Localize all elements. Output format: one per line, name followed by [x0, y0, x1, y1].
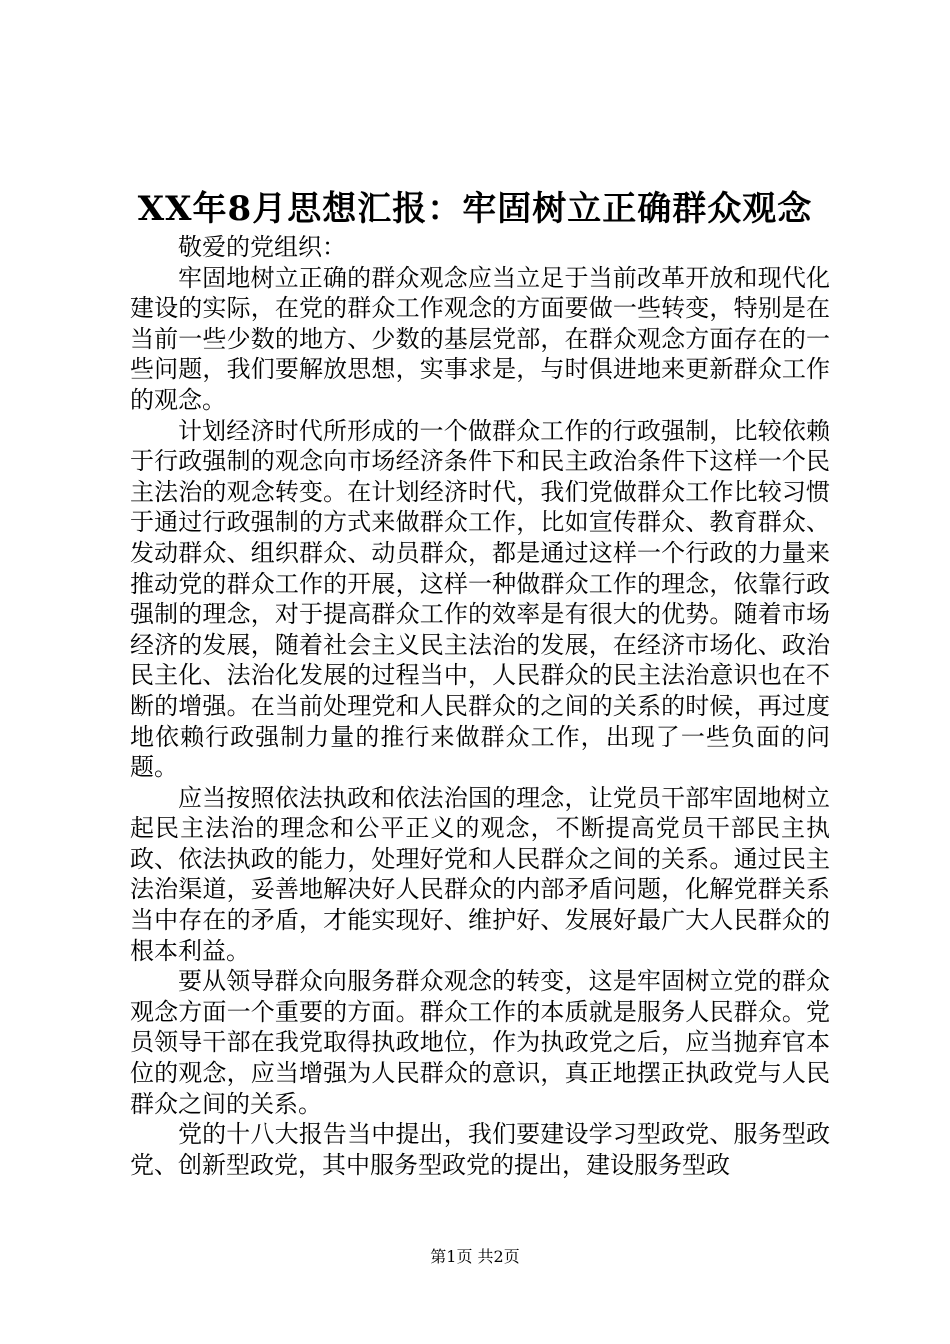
paragraph: 应当按照依法执政和依法治国的理念，让党员干部牢固地树立起民主法治的理念和公平正义的观念，不断提高党员干部民主执政、依法执政的能力，处理好党和人民群众之间的关系。通过民主法治渠道，妥善地解决好人民群众的内部矛盾问题，化解党群关系当中存在的矛盾，才能实现好、维护好、发展好最广大人民群众的根本利益。	[130, 783, 830, 965]
paragraph: 牢固地树立正确的群众观念应当立足于当前改革开放和现代化建设的实际，在党的群众工作观念的方面要做一些转变，特别是在当前一些少数的地方、少数的基层党部，在群众观念方面存在的一些问题，我们要解放思想，实事求是，与时俱进地来更新群众工作的观念。	[130, 263, 830, 414]
salutation: 敬爱的党组织：	[178, 233, 346, 261]
page-footer: 第1页 共2页	[430, 1247, 520, 1266]
document-title: XX年8月思想汇报：牢固树立正确群众观念	[137, 189, 813, 229]
paragraph: 计划经济时代所形成的一个做群众工作的行政强制，比较依赖于行政强制的观念向市场经济条件下和民主政治条件下这样一个民主法治的观念转变。在计划经济时代，我们党做群众工作比较习惯于通过行政强制的方式来做群众工作，比如宣传群众、教育群众、发动群众、组织群众、动员群众，都是通过这样一个行政的力量来推动党的群众工作的开展，这样一种做群众工作的理念，依靠行政强制的理念，对于提高群众工作的效率是有很大的优势。随着市场经济的发展，随着社会主义民主法治的发展，在经济市场化、政治民主化、法治化发展的过程当中，人民群众的民主法治意识也在不断的增强。在当前处理党和人民群众的之间的关系的时候，再过度地依赖行政强制力量的推行来做群众工作，出现了一些负面的问题。	[130, 416, 830, 782]
paragraph: 党的十八大报告当中提出，我们要建设学习型政党、服务型政党、创新型政党，其中服务型政党的提出，建设服务型政	[130, 1120, 830, 1179]
paragraph: 要从领导群众向服务群众观念的转变，这是牢固树立党的群众观念方面一个重要的方面。群众工作的本质就是服务人民群众。党员领导干部在我党取得执政地位，作为执政党之后，应当抛弃官本位的观念，应当增强为人民群众的意识，真正地摆正执政党与人民群众之间的关系。	[130, 967, 830, 1118]
document-body	[130, 232, 830, 1180]
